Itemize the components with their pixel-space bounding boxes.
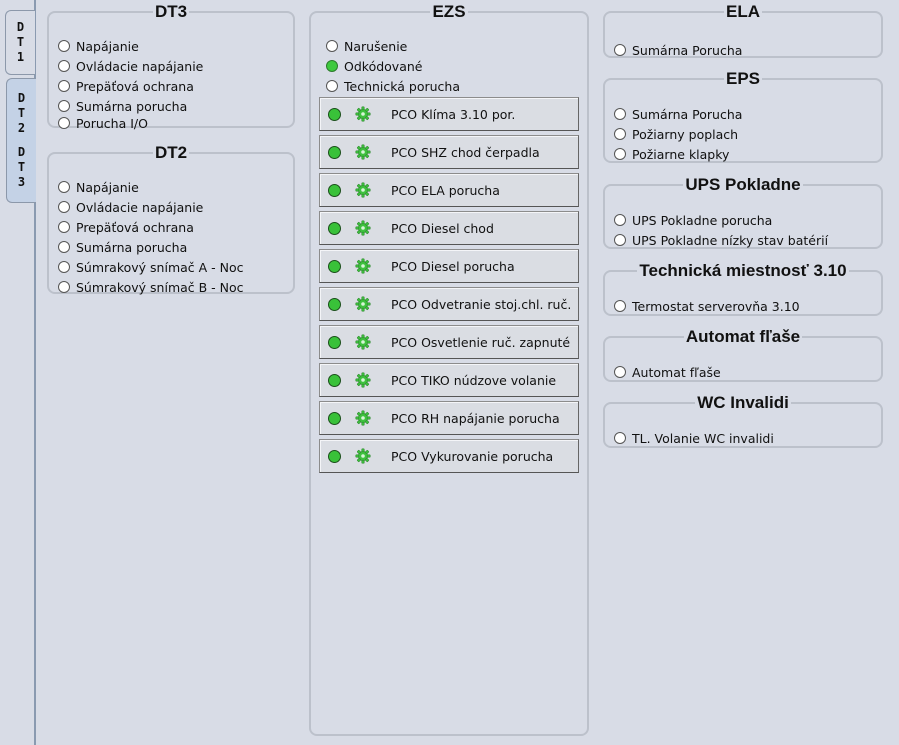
dt2-item[interactable] bbox=[58, 197, 203, 217]
gear-icon bbox=[355, 220, 371, 236]
wc-item-label: TL. Volanie WC invalidi bbox=[632, 430, 774, 446]
radio-icon bbox=[614, 128, 626, 140]
radio-icon bbox=[58, 100, 70, 112]
pco-button-label: PCO SHZ chod čerpadla bbox=[391, 144, 540, 160]
ezs-status-item[interactable] bbox=[326, 76, 460, 96]
green-led-icon bbox=[328, 336, 341, 349]
ups-item-label: UPS Pokladne porucha bbox=[632, 212, 773, 228]
radio-on-icon bbox=[326, 60, 338, 72]
ezs-status-item[interactable] bbox=[326, 56, 422, 76]
ela-group bbox=[603, 3, 883, 58]
dt2-group bbox=[47, 144, 295, 294]
pco-button-label: PCO RH napájanie porucha bbox=[391, 410, 560, 426]
gear-icon bbox=[355, 372, 371, 388]
green-led-icon bbox=[328, 146, 341, 159]
gear-icon bbox=[355, 258, 371, 274]
radio-icon bbox=[58, 241, 70, 253]
dt3-item-label: Prepäťová ochrana bbox=[76, 78, 194, 94]
radio-icon bbox=[58, 201, 70, 213]
tab-dt1-char: 1 bbox=[16, 50, 25, 64]
gear-icon bbox=[355, 106, 371, 122]
radio-icon bbox=[326, 80, 338, 92]
dt2-item[interactable] bbox=[58, 217, 194, 237]
ezs-status-label: Technická porucha bbox=[344, 78, 461, 94]
eps-item-label: Sumárna Porucha bbox=[632, 106, 743, 122]
ups-item-label: UPS Pokladne nízky stav batérií bbox=[632, 232, 829, 248]
dt3-item-label: Porucha I/O bbox=[76, 115, 148, 131]
dt2-item[interactable] bbox=[58, 177, 139, 197]
ezs-group bbox=[309, 3, 589, 736]
tab-dt3-char: D bbox=[17, 145, 26, 159]
eps-item-label: Požiarne klapky bbox=[632, 146, 730, 162]
green-led-icon bbox=[328, 374, 341, 387]
tab-strip bbox=[0, 0, 36, 745]
gear-icon bbox=[355, 144, 371, 160]
gear-icon bbox=[355, 410, 371, 426]
pco-button-label: PCO Klíma 3.10 por. bbox=[391, 106, 516, 122]
dt2-title: DT2 bbox=[154, 143, 188, 162]
tab-dt3-char: 3 bbox=[17, 175, 26, 189]
gear-icon bbox=[355, 182, 371, 198]
dt2-item-label: Napájanie bbox=[76, 179, 139, 195]
radio-icon bbox=[58, 40, 70, 52]
dt2-item[interactable] bbox=[58, 277, 244, 297]
wc-group bbox=[603, 394, 883, 448]
dt3-item-label: Ovládacie napájanie bbox=[76, 58, 204, 74]
tab-dt3-char: T bbox=[17, 160, 26, 174]
pco-button-label: PCO Diesel porucha bbox=[391, 258, 515, 274]
dt2-item-label: Súmrakový snímač A - Noc bbox=[76, 259, 244, 275]
eps-group bbox=[603, 70, 883, 163]
eps-item-label: Požiarny poplach bbox=[632, 126, 739, 142]
radio-icon bbox=[58, 60, 70, 72]
dt2-item-label: Sumárna porucha bbox=[76, 239, 188, 255]
ups-title: UPS Pokladne bbox=[685, 175, 801, 194]
pco-button[interactable] bbox=[319, 401, 579, 435]
dt3-item-label: Sumárna porucha bbox=[76, 98, 188, 114]
ezs-title: EZS bbox=[432, 2, 466, 21]
eps-item[interactable] bbox=[614, 104, 742, 124]
radio-icon bbox=[614, 44, 626, 56]
dt2-item-label: Súmrakový snímač B - Noc bbox=[76, 279, 244, 295]
tab-dt1-char: T bbox=[16, 35, 25, 49]
tab-dt2-char: 2 bbox=[17, 121, 26, 135]
tab-dt1[interactable] bbox=[5, 10, 35, 75]
radio-icon bbox=[58, 221, 70, 233]
dt3-group bbox=[47, 2, 295, 131]
ups-group bbox=[603, 176, 883, 249]
pco-button[interactable] bbox=[319, 173, 579, 207]
dt2-item-label: Ovládacie napájanie bbox=[76, 199, 204, 215]
green-led-icon bbox=[328, 222, 341, 235]
pco-button-label: PCO Vykurovanie porucha bbox=[391, 448, 554, 464]
tech-room-item[interactable] bbox=[614, 296, 800, 316]
eps-item[interactable] bbox=[614, 144, 729, 164]
green-led-icon bbox=[328, 298, 341, 311]
pco-button-label: PCO Odvetranie stoj.chl. ruč. bbox=[391, 296, 572, 312]
dt2-item-label: Prepäťová ochrana bbox=[76, 219, 194, 235]
pco-button[interactable] bbox=[319, 287, 579, 321]
tab-content bbox=[36, 0, 899, 745]
tab-dt2-dt3[interactable] bbox=[6, 78, 36, 203]
pco-button[interactable] bbox=[319, 211, 579, 245]
pco-button[interactable] bbox=[319, 325, 579, 359]
radio-icon bbox=[326, 40, 338, 52]
pco-button-label: PCO Osvetlenie ruč. zapnuté bbox=[391, 334, 571, 350]
radio-icon bbox=[58, 117, 70, 129]
ela-title: ELA bbox=[726, 2, 760, 21]
tech-room-item-label: Termostat serverovňa 3.10 bbox=[632, 298, 800, 314]
radio-icon bbox=[614, 148, 626, 160]
gear-icon bbox=[355, 334, 371, 350]
tech-room-title: Technická miestnosť 3.10 bbox=[639, 261, 847, 280]
wc-title: WC Invalidi bbox=[697, 393, 789, 412]
ezs-status-item[interactable] bbox=[326, 36, 407, 56]
green-led-icon bbox=[328, 260, 341, 273]
automat-group bbox=[603, 328, 883, 382]
pco-button[interactable] bbox=[319, 97, 579, 131]
pco-button-label: PCO TIKO núdzove volanie bbox=[391, 372, 557, 388]
radio-icon bbox=[58, 261, 70, 273]
tech-room-group bbox=[603, 262, 883, 316]
radio-icon bbox=[614, 300, 626, 312]
tab-dt2-char: T bbox=[17, 106, 26, 120]
green-led-icon bbox=[328, 184, 341, 197]
ela-item[interactable] bbox=[614, 40, 742, 60]
gear-icon bbox=[355, 296, 371, 312]
radio-icon bbox=[614, 366, 626, 378]
ezs-status-label: Narušenie bbox=[344, 38, 408, 54]
pco-button[interactable] bbox=[319, 135, 579, 169]
radio-icon bbox=[58, 181, 70, 193]
pco-button-label: PCO Diesel chod bbox=[391, 220, 494, 236]
dt2-item[interactable] bbox=[58, 237, 187, 257]
eps-title: EPS bbox=[725, 69, 761, 88]
ups-item[interactable] bbox=[614, 230, 828, 250]
ups-item[interactable] bbox=[614, 210, 772, 230]
ezs-status-label: Odkódované bbox=[344, 58, 423, 74]
radio-icon bbox=[58, 80, 70, 92]
wc-item[interactable] bbox=[614, 428, 774, 448]
automat-title: Automat fľaše bbox=[685, 327, 801, 346]
green-led-icon bbox=[328, 412, 341, 425]
radio-icon bbox=[614, 432, 626, 444]
radio-icon bbox=[58, 281, 70, 293]
gear-icon bbox=[355, 448, 371, 464]
dt3-item[interactable] bbox=[58, 36, 139, 56]
dt3-item-label: Napájanie bbox=[76, 38, 139, 54]
dt3-item[interactable] bbox=[58, 76, 194, 96]
eps-item[interactable] bbox=[614, 124, 738, 144]
green-led-icon bbox=[328, 108, 341, 121]
pco-button[interactable] bbox=[319, 439, 579, 473]
dt3-item[interactable] bbox=[58, 113, 148, 133]
automat-item-label: Automat fľaše bbox=[632, 364, 721, 380]
pco-button[interactable] bbox=[319, 363, 579, 397]
automat-item[interactable] bbox=[614, 362, 721, 382]
radio-icon bbox=[614, 234, 626, 246]
dt3-title: DT3 bbox=[154, 2, 188, 21]
dt2-item[interactable] bbox=[58, 257, 244, 277]
tab-dt2-char: D bbox=[17, 91, 26, 105]
pco-button[interactable] bbox=[319, 249, 579, 283]
radio-icon bbox=[614, 214, 626, 226]
green-led-icon bbox=[328, 450, 341, 463]
pco-button-label: PCO ELA porucha bbox=[391, 182, 500, 198]
radio-icon bbox=[614, 108, 626, 120]
ela-item-label: Sumárna Porucha bbox=[632, 42, 743, 58]
dt3-item[interactable] bbox=[58, 56, 203, 76]
tab-dt1-char: D bbox=[16, 20, 25, 34]
